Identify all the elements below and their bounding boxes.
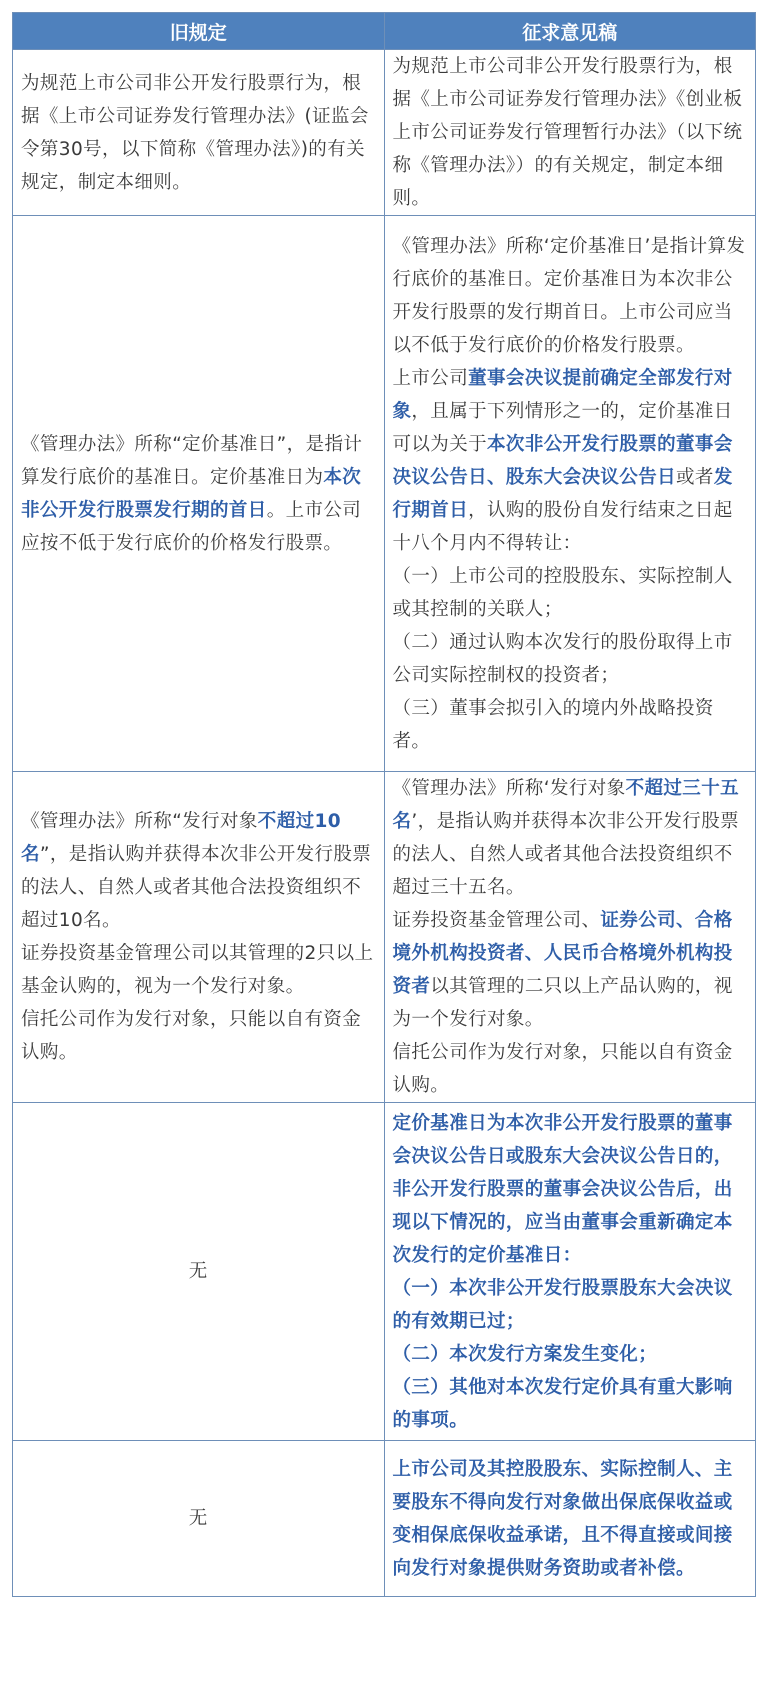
cell-paragraph	[393, 904, 748, 1036]
draft-rule-cell	[384, 772, 756, 1103]
highlighted-text: 上市公司及其控股股东、实际控制人、主要股东不得向发行对象做出保底保收益或变相保底保收益承诺，且不得直接或间接向发行对象提供财务资助或者补偿。	[392, 1458, 733, 1579]
table-row	[13, 50, 756, 216]
cell-text: 以其管理的二只以上产品认购的，视为一个发行对象。	[392, 976, 733, 1030]
cell-text: 证券投资基金管理公司以其管理的2只以上基金认购的，视为一个发行对象。	[21, 943, 374, 997]
cell-text: 上市公司	[392, 367, 469, 389]
old-rule-cell	[13, 1441, 385, 1597]
cell-text: 信托公司作为发行对象，只能以自有资金认购。	[392, 1042, 733, 1096]
old-rule-cell	[13, 50, 385, 216]
table-row	[13, 1441, 756, 1597]
highlighted-text: 本次非公开发行股票的董事会决议公告日、股东大会决议公告日	[392, 433, 733, 488]
cell-text: （二）通过认购本次发行的股份取得上市公司实际控制权的投资者；	[392, 631, 733, 686]
cell-text: 《管理办法》所称‘发行对象	[392, 778, 626, 799]
draft-rule-cell	[384, 1103, 756, 1441]
table-row	[13, 772, 756, 1103]
cell-paragraph	[393, 772, 748, 904]
cell-paragraph	[393, 560, 748, 626]
table-row	[13, 1103, 756, 1441]
highlighted-text: 定价基准日为本次非公开发行股票的董事会决议公告日或股东大会决议公告日的，非公开发行股票的董事会决议公告后，出现以下情况的，应当由董事会重新确定本次发行的定价基准日：	[392, 1112, 733, 1266]
cell-text: ，且属于下列情形之一的，定价基准日可以为关于	[392, 400, 733, 455]
old-rule-cell	[13, 216, 385, 772]
draft-rule-cell	[384, 216, 756, 772]
cell-text: 《管理办法》所称‘定价基准日’是指计算发行底价的基准日。定价基准日为本次非公开发行股票的发行期首日。上市公司应当以不低于发行底价的价格发行股票。	[392, 235, 746, 356]
cell-paragraph	[21, 428, 376, 560]
cell-text: （三）董事会拟引入的境内外战略投资者。	[392, 697, 714, 752]
highlighted-text: 本次非公开发行股票发行期的首日	[21, 466, 362, 521]
cell-text: 无	[188, 1261, 208, 1282]
highlighted-text: （一）本次非公开发行股票股东大会决议的有效期已过；	[392, 1277, 733, 1332]
cell-text: 证券投资基金管理公司、	[392, 910, 601, 931]
highlighted-text: （二）本次发行方案发生变化；	[392, 1343, 658, 1365]
cell-paragraph	[393, 1453, 748, 1585]
cell-paragraph	[393, 626, 748, 692]
highlighted-text: 董事会决议提前确定全部发行对象	[392, 367, 733, 422]
cell-paragraph	[21, 1255, 376, 1288]
cell-paragraph	[393, 1107, 748, 1272]
cell-text: 无	[188, 1508, 208, 1529]
cell-text: 为规范上市公司非公开发行股票行为，根据《上市公司证券发行管理办法》《创业板上市公司证券发行管理暂行办法》（以下统称《管理办法》）的有关规定，制定本细则。	[392, 56, 743, 209]
cell-paragraph	[393, 1272, 748, 1338]
cell-text: 为规范上市公司非公开发行股票行为，根据《上市公司证券发行管理办法》(证监会令第30号，以下简称《管理办法》)的有关规定，制定本细则。	[21, 72, 369, 193]
cell-paragraph	[393, 692, 748, 758]
cell-paragraph	[21, 937, 376, 1003]
cell-text: 信托公司作为发行对象，只能以自有资金认购。	[21, 1009, 362, 1063]
draft-rules-header: 征求意见稿	[384, 13, 756, 50]
cell-paragraph	[21, 1502, 376, 1535]
cell-paragraph	[21, 67, 376, 199]
cell-text: （一）上市公司的控股股东、实际控制人或其控制的关联人；	[392, 565, 733, 620]
highlighted-text: 不超过10名	[21, 811, 342, 865]
cell-text: 《管理办法》所称“定价基准日”，是指计算发行底价的基准日。定价基准日为	[21, 433, 363, 488]
cell-text: ’，是指认购并获得本次非公开发行股票的法人、自然人或者其他合法投资组织不超过三十五名。	[392, 811, 739, 898]
highlighted-text: 发行期首日	[392, 466, 733, 521]
highlighted-text: 证券公司、合格境外机构投资者、人民币合格境外机构投资者	[392, 910, 733, 997]
cell-paragraph	[393, 1338, 748, 1371]
cell-text: 。上市公司应按不低于发行底价的价格发行股票。	[21, 499, 362, 554]
table-header-row	[13, 13, 756, 50]
table-row	[13, 216, 756, 772]
draft-rule-cell	[384, 50, 756, 216]
cell-paragraph	[393, 50, 748, 215]
cell-text: ”，是指认购并获得本次非公开发行股票的法人、自然人或者其他合法投资组织不超过10名。	[21, 844, 372, 931]
cell-text: 或者	[676, 466, 714, 488]
old-rule-cell	[13, 1103, 385, 1441]
old-rules-header: 旧规定	[13, 13, 385, 50]
highlighted-text: （三）其他对本次发行定价具有重大影响的事项。	[392, 1376, 733, 1431]
comparison-table	[12, 12, 756, 1597]
highlighted-text: 不超过三十五名	[392, 778, 739, 832]
cell-paragraph	[393, 1371, 748, 1437]
cell-paragraph	[21, 805, 376, 937]
cell-paragraph	[393, 362, 748, 560]
cell-paragraph	[393, 1036, 748, 1102]
cell-paragraph	[393, 230, 748, 362]
old-rule-cell	[13, 772, 385, 1103]
cell-text: 《管理办法》所称“发行对象	[21, 811, 258, 832]
draft-rule-cell	[384, 1441, 756, 1597]
cell-text: ，认购的股份自发行结束之日起十八个月内不得转让：	[392, 499, 733, 554]
cell-paragraph	[21, 1003, 376, 1069]
